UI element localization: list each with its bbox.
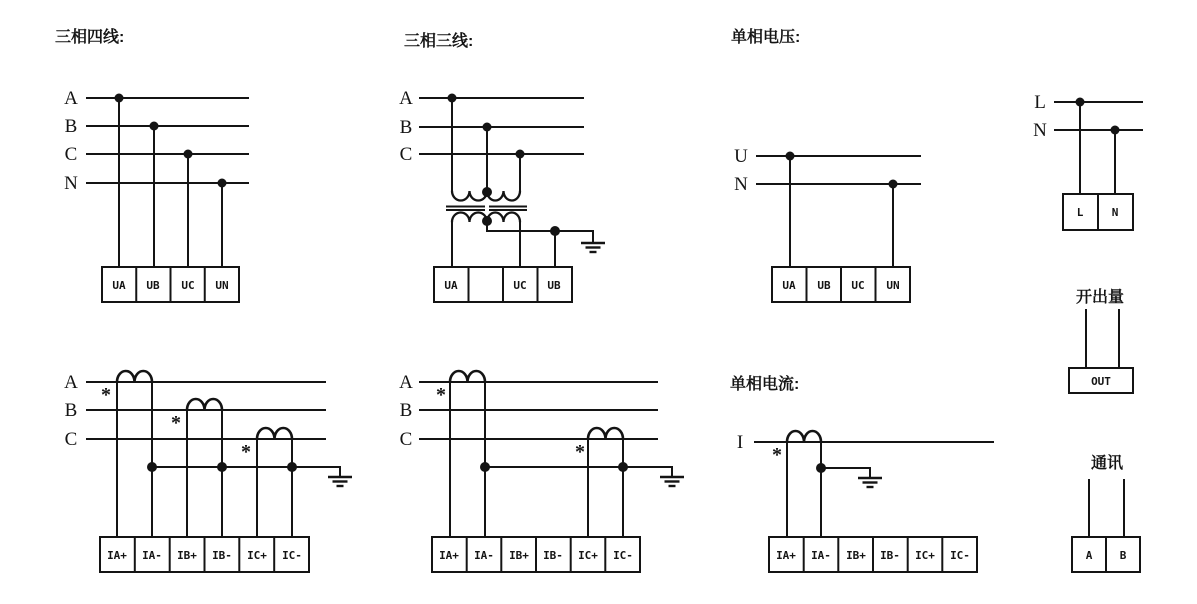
terminal-label-ib-plus: IB+: [177, 549, 197, 562]
junction-dot: [184, 150, 193, 159]
three-phase-three-wire-voltage-diagram: [399, 32, 605, 302]
terminal-label-n: N: [1111, 206, 1119, 219]
terminal-label-a: A: [1085, 549, 1093, 562]
single-phase-voltage-diagram: [731, 27, 920, 302]
ct-symbol-a: [450, 371, 485, 382]
junction-dot: [786, 152, 795, 161]
terminal-label-ub: UB: [817, 279, 831, 292]
terminal-label-ic-minus: IC-: [613, 549, 633, 562]
phase-label-n: N: [1033, 120, 1047, 141]
terminal-label-ic-minus: IC-: [282, 549, 302, 562]
terminal-label-b: B: [1119, 549, 1127, 562]
phase-label-b: B: [64, 400, 78, 421]
terminal-label-ia-minus: IA-: [811, 549, 831, 562]
junction-dot: [147, 462, 157, 472]
junction-dot: [483, 123, 492, 132]
section-title-single-phase-current: 单相电流:: [730, 376, 800, 393]
ground-icon: [328, 477, 352, 486]
terminal-label-ic-plus: IC+: [915, 549, 935, 562]
phase-label-b: B: [64, 116, 78, 137]
polarity-star-c: *: [575, 441, 585, 463]
polarity-star-b: *: [171, 412, 181, 434]
terminal-label-ib-minus: IB-: [543, 549, 563, 562]
phase-label-n: N: [734, 174, 748, 195]
ground-icon: [858, 478, 882, 487]
terminal-label-out: OUT: [1091, 375, 1111, 388]
phase-label-a: A: [399, 88, 413, 109]
terminal-label-l: L: [1076, 206, 1084, 219]
ct-symbol-b: [187, 399, 222, 410]
phase-label-n: N: [64, 173, 78, 194]
phase-label-c: C: [64, 144, 78, 165]
junction-dot: [480, 462, 490, 472]
terminal-label-ia-minus: IA-: [142, 549, 162, 562]
terminal-label-ic-plus: IC+: [247, 549, 267, 562]
terminal-label-uc: UC: [851, 279, 865, 292]
ground-icon: [660, 477, 684, 486]
phase-label-a: A: [399, 372, 413, 393]
terminal-label-ua: UA: [444, 279, 458, 292]
terminal-label-ub: UB: [146, 279, 160, 292]
terminal-label-ic-plus: IC+: [578, 549, 598, 562]
junction-dot: [618, 462, 628, 472]
section-title-digital-output: 开出量: [1075, 289, 1125, 306]
polarity-star-i: *: [772, 444, 782, 466]
polarity-star-a: *: [436, 384, 446, 406]
ct-symbol-c: [588, 428, 623, 439]
phase-label-a: A: [64, 372, 78, 393]
terminal-label-uc: UC: [513, 279, 527, 292]
polarity-star-c: *: [241, 441, 251, 463]
three-phase-three-wire-current-diagram: [399, 371, 684, 572]
junction-dot: [150, 122, 159, 131]
three-phase-four-wire-voltage-diagram: [55, 28, 248, 302]
single-phase-current-diagram: [730, 374, 993, 572]
terminal-label-ub: UB: [547, 279, 561, 292]
terminal-label-ia-plus: IA+: [107, 549, 127, 562]
phase-label-a: A: [64, 88, 78, 109]
terminal-label-ic-minus: IC-: [950, 549, 970, 562]
pt-primary-junction-dot: [482, 187, 492, 197]
terminal-label-ua: UA: [782, 279, 796, 292]
ct-symbol-a: [117, 371, 152, 382]
digital-output-diagram: [1069, 287, 1133, 393]
junction-dot: [218, 179, 227, 188]
terminal-label-ib-minus: IB-: [212, 549, 232, 562]
phase-label-c: C: [399, 429, 413, 450]
section-title-three-phase-four-wire: 三相四线:: [55, 29, 125, 46]
junction-dot: [448, 94, 457, 103]
terminal-label-ib-minus: IB-: [880, 549, 900, 562]
junction-dot: [115, 94, 124, 103]
junction-dot: [217, 462, 227, 472]
phase-label-c: C: [64, 429, 78, 450]
terminal-label-un: UN: [215, 279, 229, 292]
terminal-label-ia-plus: IA+: [776, 549, 796, 562]
communication-diagram: [1072, 453, 1140, 572]
ct-symbol-c: [257, 428, 292, 439]
phase-label-u: U: [734, 146, 748, 167]
junction-dot: [889, 180, 898, 189]
terminal-label-ia-plus: IA+: [439, 549, 459, 562]
terminal-label-ib-plus: IB+: [846, 549, 866, 562]
junction-dot: [1111, 126, 1120, 135]
phase-label-c: C: [399, 144, 413, 165]
pt-core: [447, 207, 526, 211]
section-title-single-phase-voltage: 单相电压:: [731, 29, 801, 46]
terminal-label-un: UN: [886, 279, 900, 292]
ct-symbol-i: [787, 431, 821, 442]
junction-dot: [1076, 98, 1085, 107]
terminal-label-ua: UA: [112, 279, 126, 292]
phase-label-i: I: [736, 432, 744, 453]
junction-dot: [287, 462, 297, 472]
terminal-label-uc: UC: [181, 279, 195, 292]
phase-label-l: L: [1034, 92, 1046, 113]
line-neutral-diagram: [1033, 92, 1142, 230]
section-title-three-phase-three-wire: 三相三线:: [404, 33, 474, 50]
polarity-star-a: *: [101, 384, 111, 406]
phase-label-b: B: [399, 400, 413, 421]
ground-icon: [581, 243, 605, 252]
three-phase-four-wire-current-diagram: [64, 371, 352, 572]
section-title-communication: 通讯: [1090, 455, 1124, 472]
terminal-label-ia-minus: IA-: [474, 549, 494, 562]
junction-dot: [516, 150, 525, 159]
phase-label-b: B: [399, 117, 413, 138]
terminal-label-ib-plus: IB+: [509, 549, 529, 562]
